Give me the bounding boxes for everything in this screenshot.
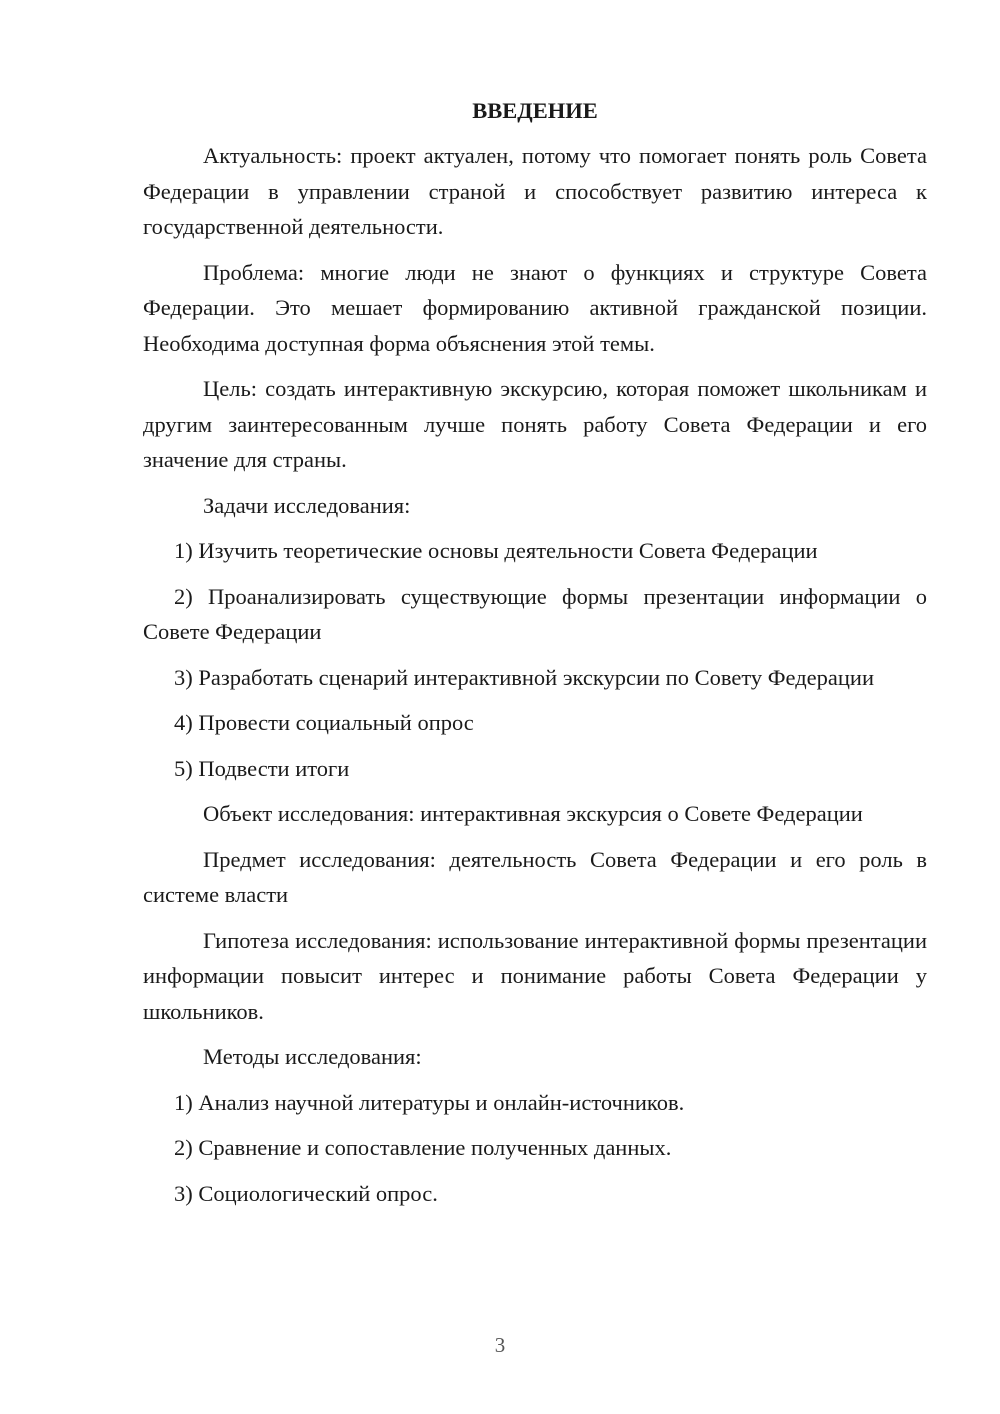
method-item-1: 1) Анализ научной литературы и онлайн-источников.	[174, 1089, 685, 1115]
task-item-3: 3) Разработать сценарий интерактивной экскурсии по Совету Федерации	[174, 664, 874, 690]
goal-paragraph: Цель: создать интерактивную экскурсию, которая поможет школьникам и другим заинтересованным лучше понять работу Совета Федерации и его значение для страны.	[143, 376, 927, 472]
task-item-1: 1) Изучить теоретические основы деятельности Совета Федерации	[174, 538, 818, 563]
task-item-5: 5) Подвести итоги	[174, 755, 350, 781]
page-number: 3	[494, 1333, 506, 1357]
task-item-4: 4) Провести социальный опрос	[174, 710, 474, 735]
object-paragraph: Объект исследования: интерактивная экскурсия о Совете Федерации	[203, 801, 863, 826]
section-heading: ВВЕДЕНИЕ	[472, 98, 598, 123]
hypothesis-paragraph: Гипотеза исследования: использование интерактивной формы презентации информации повысит интерес и понимание работы Совета Федерации у школьников.	[143, 927, 927, 1024]
tasks-title: Задачи исследования:	[203, 492, 411, 518]
methods-title: Методы исследования:	[203, 1044, 422, 1069]
method-item-3: 3) Социологический опрос.	[174, 1180, 438, 1206]
document-page	[143, 93, 927, 1221]
task-item-2: 2) Проанализировать существующие формы презентации информации о Совете Федерации	[143, 583, 927, 644]
method-item-2: 2) Сравнение и сопоставление полученных данных.	[174, 1135, 672, 1160]
relevance-paragraph: Актуальность: проект актуален, потому что помогает понять роль Совета Федерации в управлении страной и способствует развитию интереса к государственной деятельности.	[143, 143, 927, 239]
subject-paragraph: Предмет исследования: деятельность Совета Федерации и его роль в системе власти	[143, 846, 927, 907]
problem-paragraph: Проблема: многие люди не знают о функциях и структуре Совета Федерации. Это мешает формированию активной гражданской позиции. Необходима доступная форма объяснения этой темы.	[143, 259, 927, 356]
